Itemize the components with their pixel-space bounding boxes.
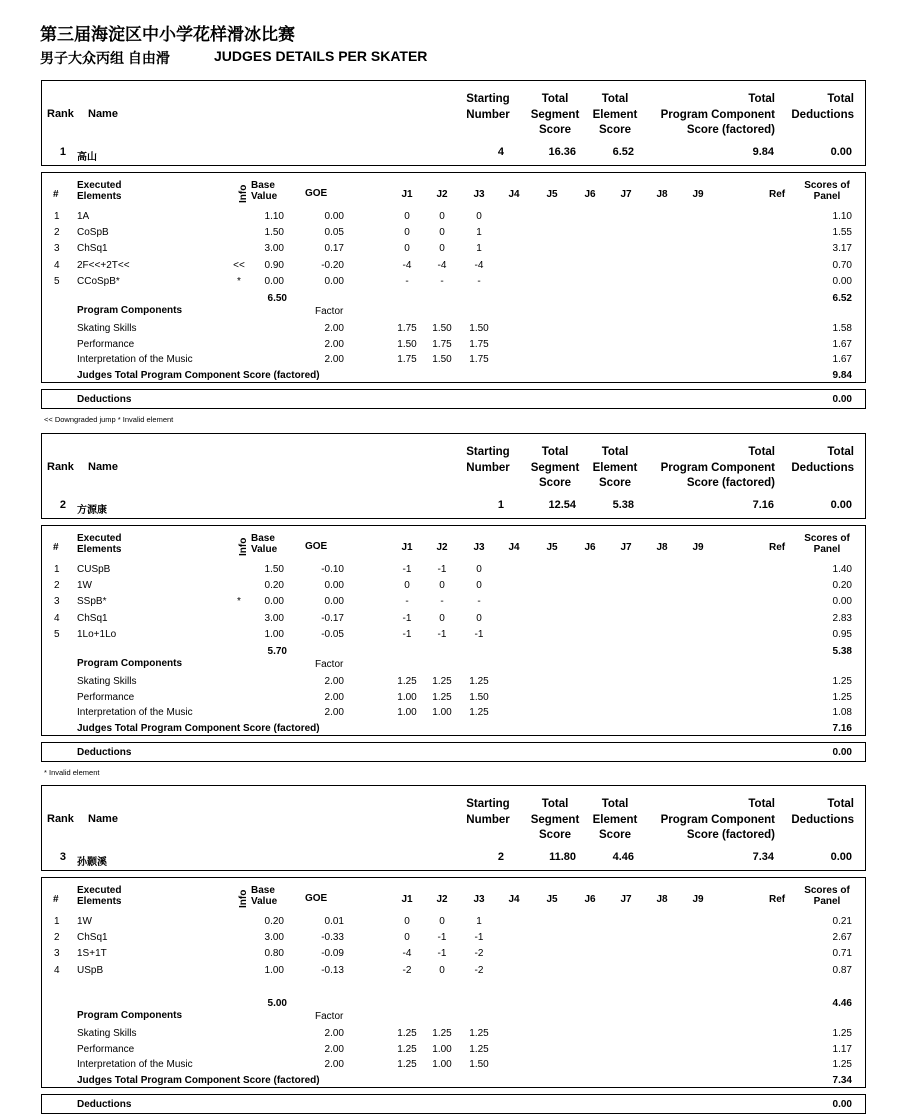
element-score-value: 6.52 [612,146,634,158]
col-judge-label: J3 [473,894,485,905]
pcs-total-value: 7.34 [832,1075,852,1086]
total-deductions-label: Total Deductions [791,93,854,121]
skater-header-box [41,785,866,871]
col-judge-label: J4 [508,189,520,200]
component-judge-score: 1.25 [432,691,452,703]
rank-value: 1 [59,146,66,158]
component-name: Performance [77,691,135,703]
col-base-label: Base Value [251,885,278,907]
element-judge-score: 0 [476,580,482,592]
component-judge-score: 1.25 [469,676,489,687]
col-info-label: Info [238,537,249,556]
element-panel-score: 1.10 [832,211,852,222]
total-program-component-label: Total Program Component Score (factored) [660,446,775,489]
element-panel-score: 0.95 [832,628,852,640]
deductions-value: 0.00 [830,499,852,511]
total-element-score-label: Total Element Score [592,446,638,489]
total-element-score-label: Total Element Score [592,798,638,841]
element-panel-score: 2.83 [832,612,852,624]
col-judge-label: J7 [620,189,632,200]
pcs-total-label: Judges Total Program Component Score (factored) [77,370,320,381]
element-panel-score: 0.21 [832,916,852,927]
col-judge-label: J5 [546,542,558,553]
component-name: Performance [77,338,135,350]
element-judge-score: -1 [402,612,412,624]
component-panel-score: 1.25 [832,1028,852,1039]
program-components-label: Program Components [77,305,183,316]
element-judge-score: -4 [437,259,447,271]
element-judge-score: -1 [474,932,484,944]
segment-score-value: 11.80 [549,851,576,863]
name-label: Name [88,461,118,473]
deductions-box [41,1094,866,1114]
page-title: 第三届海淀区中小学花样滑冰比赛 [40,25,295,44]
element-goe: -0.09 [321,948,344,960]
segment-score-value: 12.54 [548,499,576,511]
footnote: << Downgraded jump * Invalid element [44,415,174,424]
col-judge-label: J4 [508,542,520,553]
component-score-value: 9.84 [752,146,774,158]
element-number: 1 [54,916,60,927]
element-number: 2 [54,227,60,239]
col-info-label: Info [238,184,249,203]
element-info: * [237,275,241,287]
element-base-value: 3.00 [264,243,284,255]
component-name: Skating Skills [77,1028,137,1039]
element-judge-score: 0 [476,612,482,624]
starting-number-label: Starting Number [466,93,510,121]
element-base-value: 1.10 [264,211,284,222]
element-judge-score: 0 [404,932,410,944]
col-scores-label: Scores of Panel [804,533,850,555]
component-name: Performance [77,1043,135,1055]
component-judge-score: 1.25 [469,1028,489,1039]
col-info-label: Info [238,889,249,908]
component-factor: 2.00 [324,323,344,334]
col-judge-label: J6 [584,542,596,553]
element-goe: -0.05 [321,628,344,640]
element-judge-score: 0 [439,580,445,592]
col-judge-label: J7 [620,542,632,553]
elements-box [41,877,866,1088]
program-components-label: Program Components [77,1010,183,1021]
element-judge-score: 0 [476,564,482,575]
deductions-total: 0.00 [832,1099,852,1110]
element-code: CoSpB [77,227,109,239]
element-code: CUSpB [77,564,111,575]
element-judge-score: -1 [437,564,447,575]
col-ref-label: Ref [769,189,786,200]
element-judge-score: -1 [437,628,447,640]
component-judge-score: 1.75 [432,338,452,350]
element-code: 1A [77,211,90,222]
element-score-total: 4.46 [832,997,852,1009]
deductions-label: Deductions [77,1099,132,1110]
element-judge-score: 1 [476,916,482,927]
col-judge-label: J8 [656,189,668,200]
component-panel-score: 1.25 [832,676,852,687]
factor-label: Factor [315,306,344,317]
total-segment-score-label: Total Segment Score [530,446,580,489]
elements-box [41,525,866,736]
starting-number-value: 2 [497,851,504,863]
col-judge-label: J8 [656,894,668,905]
element-number: 5 [54,275,60,287]
component-factor: 2.00 [324,1043,344,1055]
element-base-value: 1.50 [264,227,284,239]
base-value-total: 6.50 [267,292,287,304]
deductions-value: 0.00 [830,146,852,158]
col-ref-label: Ref [769,542,786,553]
element-judge-score: - [440,596,444,608]
factor-label: Factor [315,1011,344,1022]
col-judge-label: J2 [436,894,448,905]
component-name: Interpretation of the Music [77,354,193,365]
component-judge-score: 1.25 [469,1043,489,1055]
element-code: ChSq1 [77,612,108,624]
col-judge-label: J5 [546,189,558,200]
col-scores-label: Scores of Panel [804,885,850,907]
element-panel-score: 1.40 [832,564,852,575]
component-judge-score: 1.50 [469,691,489,703]
component-judge-score: 1.75 [397,323,417,334]
element-judge-score: -2 [402,964,412,976]
element-judge-score: - [477,596,481,608]
element-score-value: 4.46 [612,851,634,863]
component-judge-score: 1.50 [469,1059,489,1070]
col-executed-label: Executed Elements [77,885,122,907]
col-num-label: # [53,894,59,905]
element-judge-score: 0 [476,211,482,222]
element-panel-score: 3.17 [832,243,852,255]
element-judge-score: -1 [437,932,447,944]
col-judge-label: J7 [620,894,632,905]
component-judge-score: 1.75 [469,354,489,365]
col-judge-label: J2 [436,542,448,553]
col-judge-label: J5 [546,894,558,905]
col-base-label: Base Value [251,180,278,202]
col-judge-label: J9 [692,189,704,200]
category-label: 男子大众丙组 自由滑 [40,50,170,66]
component-factor: 2.00 [324,1028,344,1039]
element-code: 1W [77,916,92,927]
element-code: CCoSpB* [77,275,120,287]
element-base-value: 0.00 [264,596,284,608]
component-judge-score: 1.25 [469,707,489,718]
page-subtitle [40,48,428,68]
deductions-label: Deductions [77,394,132,405]
element-goe: -0.10 [321,564,344,575]
starting-number-value: 4 [497,146,504,158]
element-goe: -0.17 [321,612,344,624]
rank-value: 2 [59,499,66,511]
col-judge-label: J8 [656,542,668,553]
base-value-total: 5.70 [267,645,287,657]
component-factor: 2.00 [324,354,344,365]
component-score-value: 7.16 [752,499,774,511]
element-base-value: 1.00 [264,628,284,640]
element-panel-score: 1.55 [832,227,852,239]
deductions-box [41,389,866,409]
col-ref-label: Ref [769,894,786,905]
col-goe-label: GOE [305,188,328,199]
element-number: 2 [54,580,60,592]
total-deductions-label: Total Deductions [791,446,854,474]
col-judge-label: J6 [584,189,596,200]
component-factor: 2.00 [324,338,344,350]
element-judge-score: 0 [439,916,445,927]
element-goe: -0.13 [321,964,344,976]
component-judge-score: 1.25 [397,1043,417,1055]
element-number: 5 [54,628,60,640]
element-code: ChSq1 [77,932,108,944]
component-panel-score: 1.08 [832,707,852,718]
element-base-value: 0.20 [264,580,284,592]
component-judge-score: 1.25 [397,1059,417,1070]
element-panel-score: 0.00 [832,596,852,608]
starting-number-value: 1 [497,499,504,511]
total-program-component-label: Total Program Component Score (factored) [660,798,775,841]
element-judge-score: 0 [439,964,445,976]
element-goe: 0.00 [324,211,344,222]
component-judge-score: 1.00 [397,691,417,703]
deductions-total: 0.00 [832,394,852,405]
total-element-score-label: Total Element Score [592,93,638,136]
component-judge-score: 1.25 [397,1028,417,1039]
component-panel-score: 1.17 [832,1043,852,1055]
element-goe: 0.05 [324,227,344,239]
element-goe: 0.17 [324,243,344,255]
element-panel-score: 0.70 [832,259,852,271]
element-goe: -0.33 [321,932,344,944]
element-base-value: 1.00 [264,964,284,976]
element-judge-score: - [405,596,409,608]
element-code: USpB [77,964,104,976]
col-judge-label: J1 [401,894,413,905]
element-judge-score: 0 [404,243,410,255]
element-judge-score: 1 [476,227,482,239]
element-goe: 0.00 [324,275,344,287]
segment-score-value: 16.36 [548,146,576,158]
element-judge-score: 0 [439,211,445,222]
component-factor: 2.00 [324,1059,344,1070]
element-judge-score: -2 [474,948,484,960]
element-code: SSpB* [77,596,107,608]
element-info: << [233,259,245,271]
component-judge-score: 1.50 [397,338,417,350]
report-label: JUDGES DETAILS PER SKATER [214,48,428,64]
element-code: 2F<<+2T<< [77,259,130,271]
component-panel-score: 1.67 [832,338,852,350]
col-judge-label: J4 [508,894,520,905]
col-goe-label: GOE [305,893,328,904]
component-judge-score: 1.75 [397,354,417,365]
component-panel-score: 1.67 [832,354,852,365]
component-judge-score: 1.50 [469,323,489,334]
element-judge-score: 0 [439,227,445,239]
col-judge-label: J3 [473,542,485,553]
element-judge-score: - [405,275,409,287]
element-number: 4 [54,612,60,624]
component-judge-score: 1.25 [432,676,452,687]
total-segment-score-label: Total Segment Score [530,798,580,841]
element-judge-score: 0 [404,211,410,222]
component-judge-score: 1.00 [432,707,452,718]
element-base-value: 0.20 [264,916,284,927]
element-goe: 0.00 [324,596,344,608]
component-judge-score: 1.00 [432,1059,452,1070]
component-factor: 2.00 [324,691,344,703]
name-label: Name [88,108,118,120]
element-score-total: 6.52 [832,292,852,304]
deductions-total: 0.00 [832,747,852,758]
pcs-total-label: Judges Total Program Component Score (factored) [77,1075,320,1086]
component-panel-score: 1.25 [832,691,852,703]
element-base-value: 1.50 [264,564,284,575]
rank-label: Rank [47,813,74,825]
deductions-label: Deductions [77,747,132,758]
element-judge-score: -1 [402,628,412,640]
component-score-value: 7.34 [752,851,774,863]
element-judge-score: 0 [404,916,410,927]
rank-label: Rank [47,461,74,473]
element-number: 3 [54,243,60,255]
element-base-value: 0.80 [264,948,284,960]
element-panel-score: 0.00 [832,275,852,287]
deductions-value: 0.00 [830,851,852,863]
element-judge-score: 0 [404,227,410,239]
element-goe: 0.01 [324,916,344,927]
skater-name: 方源康 [77,505,107,516]
element-number: 3 [54,948,60,960]
element-number: 4 [54,259,60,271]
component-judge-score: 1.25 [432,1028,452,1039]
component-factor: 2.00 [324,707,344,718]
elements-box [41,172,866,383]
rank-value: 3 [59,851,66,863]
element-judge-score: -4 [474,259,484,271]
element-judge-score: 0 [439,243,445,255]
col-judge-label: J9 [692,894,704,905]
element-base-value: 0.00 [264,275,284,287]
base-value-total: 5.00 [267,997,287,1009]
element-number: 1 [54,211,60,222]
element-number: 2 [54,932,60,944]
element-base-value: 3.00 [264,932,284,944]
element-code: ChSq1 [77,243,108,255]
component-panel-score: 1.58 [832,323,852,334]
element-panel-score: 2.67 [832,932,852,944]
total-deductions-label: Total Deductions [791,798,854,826]
element-panel-score: 0.87 [832,964,852,976]
col-judge-label: J3 [473,189,485,200]
skater-name: 孙颢溪 [77,857,107,868]
element-judge-score: 0 [439,612,445,624]
col-judge-label: J1 [401,542,413,553]
element-code: 1Lo+1Lo [77,628,117,640]
pcs-total-value: 9.84 [832,370,852,381]
col-judge-label: J1 [401,189,413,200]
pcs-total-label: Judges Total Program Component Score (factored) [77,723,320,734]
component-judge-score: 1.25 [397,676,417,687]
starting-number-label: Starting Number [466,798,510,826]
element-judge-score: -1 [437,948,447,960]
element-score-value: 5.38 [612,499,634,511]
element-panel-score: 0.20 [832,580,852,592]
element-goe: 0.00 [324,580,344,592]
element-judge-score: -4 [402,948,412,960]
element-number: 3 [54,596,60,608]
element-judge-score: 1 [476,243,482,255]
skater-header-box [41,433,866,519]
col-judge-label: J6 [584,894,596,905]
total-program-component-label: Total Program Component Score (factored) [660,93,775,136]
element-code: 1S+1T [77,948,107,960]
skater-header-box [41,80,866,166]
element-judge-score: -4 [402,259,412,271]
component-name: Skating Skills [77,676,137,687]
col-goe-label: GOE [305,541,328,552]
element-score-total: 5.38 [832,645,852,657]
col-judge-label: J2 [436,189,448,200]
component-judge-score: 1.50 [432,354,452,365]
col-scores-label: Scores of Panel [804,180,850,202]
starting-number-label: Starting Number [466,446,510,474]
component-name: Skating Skills [77,323,137,334]
element-judge-score: - [477,275,481,287]
component-judge-score: 1.00 [432,1043,452,1055]
deductions-box [41,742,866,762]
element-judge-score: -2 [474,964,484,976]
element-judge-score: -1 [402,564,412,575]
element-panel-score: 0.71 [832,948,852,960]
col-executed-label: Executed Elements [77,180,122,202]
component-name: Interpretation of the Music [77,1059,193,1070]
program-components-label: Program Components [77,658,183,669]
element-number: 4 [54,964,60,976]
component-judge-score: 1.00 [397,707,417,718]
component-factor: 2.00 [324,676,344,687]
col-num-label: # [53,542,59,553]
element-number: 1 [54,564,60,575]
element-info: * [237,596,241,608]
footnote: * Invalid element [44,768,100,777]
component-name: Interpretation of the Music [77,707,193,718]
col-base-label: Base Value [251,533,278,555]
element-judge-score: - [440,275,444,287]
skater-name: 高山 [77,152,97,163]
component-judge-score: 1.50 [432,323,452,334]
element-goe: -0.20 [321,259,344,271]
element-code: 1W [77,580,92,592]
factor-label: Factor [315,659,344,670]
component-judge-score: 1.75 [469,338,489,350]
col-executed-label: Executed Elements [77,533,122,555]
element-judge-score: 0 [404,580,410,592]
element-base-value: 3.00 [264,612,284,624]
pcs-total-value: 7.16 [832,723,852,734]
component-panel-score: 1.25 [832,1059,852,1070]
col-judge-label: J9 [692,542,704,553]
element-base-value: 0.90 [264,259,284,271]
col-num-label: # [53,189,59,200]
element-judge-score: -1 [474,628,484,640]
total-segment-score-label: Total Segment Score [530,93,580,136]
rank-label: Rank [47,108,74,120]
name-label: Name [88,813,118,825]
